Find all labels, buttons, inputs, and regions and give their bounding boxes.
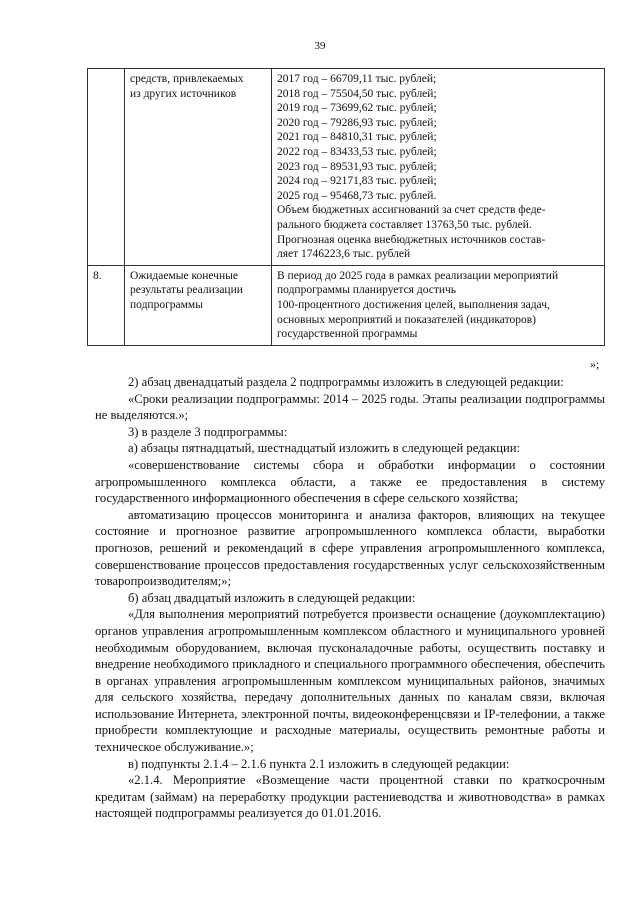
row-number: 8. [88, 265, 125, 345]
paragraph: «Сроки реализации подпрограммы: 2014 – 2025 годы. Этапы реализации подпрограммы не выделяются.»; [95, 391, 605, 423]
content-line: 2024 год – 92171,83 тыс. рублей; [277, 175, 437, 188]
content-line: Прогнозная оценка внебюджетных источников состав- [277, 233, 546, 246]
row-content [272, 69, 605, 266]
content-line: 2018 год – 75504,50 тыс. рублей; [277, 87, 437, 100]
row-content [272, 265, 605, 345]
label-line: Ожидаемые конечные [130, 269, 238, 282]
content-line: 2021 год – 84810,31 тыс. рублей; [277, 131, 437, 144]
content-line: Объем бюджетных ассигнований за счет средств феде- [277, 204, 546, 217]
label-line: подпрограммы [130, 298, 203, 311]
label-line: результаты реализации [130, 284, 243, 297]
quote-end-mark: »; [590, 357, 600, 371]
content-line: 2017 год – 66709,11 тыс. рублей; [277, 73, 437, 85]
content-line: 2019 год – 73699,62 тыс. рублей; [277, 102, 437, 115]
paragraph: 2) абзац двенадцатый раздела 2 подпрограммы изложить в следующей редакции: [128, 375, 564, 389]
table-row [88, 265, 605, 345]
content-line: 2020 год – 79286,93 тыс. рублей; [277, 116, 437, 129]
paragraph: а) абзацы пятнадцатый, шестнадцатый изложить в следующей редакции: [128, 441, 520, 456]
content-line: 100-процентного достижения целей, выполнения задач, [277, 298, 550, 311]
body-text [95, 374, 605, 822]
content-line: рального бюджета составляет 13763,50 тыс. рублей. [277, 218, 532, 231]
row-label [125, 265, 272, 345]
paragraph: б) абзац двадцатый изложить в следующей редакции: [128, 590, 416, 605]
label-line: средств, привлекаемых [130, 73, 244, 85]
label-line: из других источников [130, 87, 237, 100]
paragraph: «Для выполнения мероприятий потребуется произвести оснащение (доукомплектацию) органов управления агропромышленным комплексом областного и муниципального уровней необходимым оборудованием, включая пусконаладочные работы, осуществить поставку и внедрение необходимого прикладного и специального программного обеспечения, обеспечить в органах управления агропромышленным комплексом муниципальных районов, значимых для сельского хозяйства, передачу дополнительных данных по каналам связи, включая использование Интернета, электронной почты, видеоконференцсвязи и IP-телефонии, а также приобрести комплектующие и расходные материалы, осуществить ремонтные работы и техническое обслуживание.»; [95, 607, 605, 755]
paragraph: «2.1.4. Мероприятие «Возмещение части процентной ставки по краткосрочным кредитам (займам) на переработку продукции растениеводства и животноводства» в рамках настоящей подпрограммы реализуется до 01.01.2016. [95, 773, 605, 821]
content-line: подпрограммы планируется достичь [277, 284, 457, 297]
paragraph: «совершенствование системы сбора и обработки информации о состоянии агропромышленного комплекса области, а также ее предоставления в систему государственного информационного обеспечения в сфере сельского хозяйства; [95, 457, 605, 506]
content-line: 2025 год – 95468,73 тыс. рублей. [277, 189, 437, 202]
paragraph: 3) в разделе 3 подпрограммы: [128, 424, 288, 439]
content-line: государственной программы [277, 328, 418, 341]
content-line: основных мероприятий и показателей (индикаторов) [277, 313, 536, 326]
row-number [88, 69, 125, 266]
paragraph: автоматизацию процессов мониторинга и анализа факторов, влияющих на текущее состояние и прогнозное развитие агропромышленного комплекса области, выработки прогнозов, решений и рекомендаций в сфере управления агропромышленного комплекса, совершенствование процессов предоставления государственных услуг сельскохозяйственным товаропроизводителям;»; [95, 507, 605, 589]
page-number: 39 [314, 40, 326, 52]
table-row [88, 69, 605, 266]
passport-table [87, 68, 605, 346]
paragraph: в) подпункты 2.1.4 – 2.1.6 пункта 2.1 изложить в следующей редакции: [128, 756, 510, 771]
row-label [125, 69, 272, 266]
content-line: 2023 год – 89531,93 тыс. рублей; [277, 160, 437, 173]
content-line: ляет 1746223,6 тыс. рублей [277, 248, 411, 261]
content-line: 2022 год – 83433,53 тыс. рублей; [277, 145, 437, 158]
content-line: В период до 2025 года в рамках реализации мероприятий [277, 269, 559, 282]
